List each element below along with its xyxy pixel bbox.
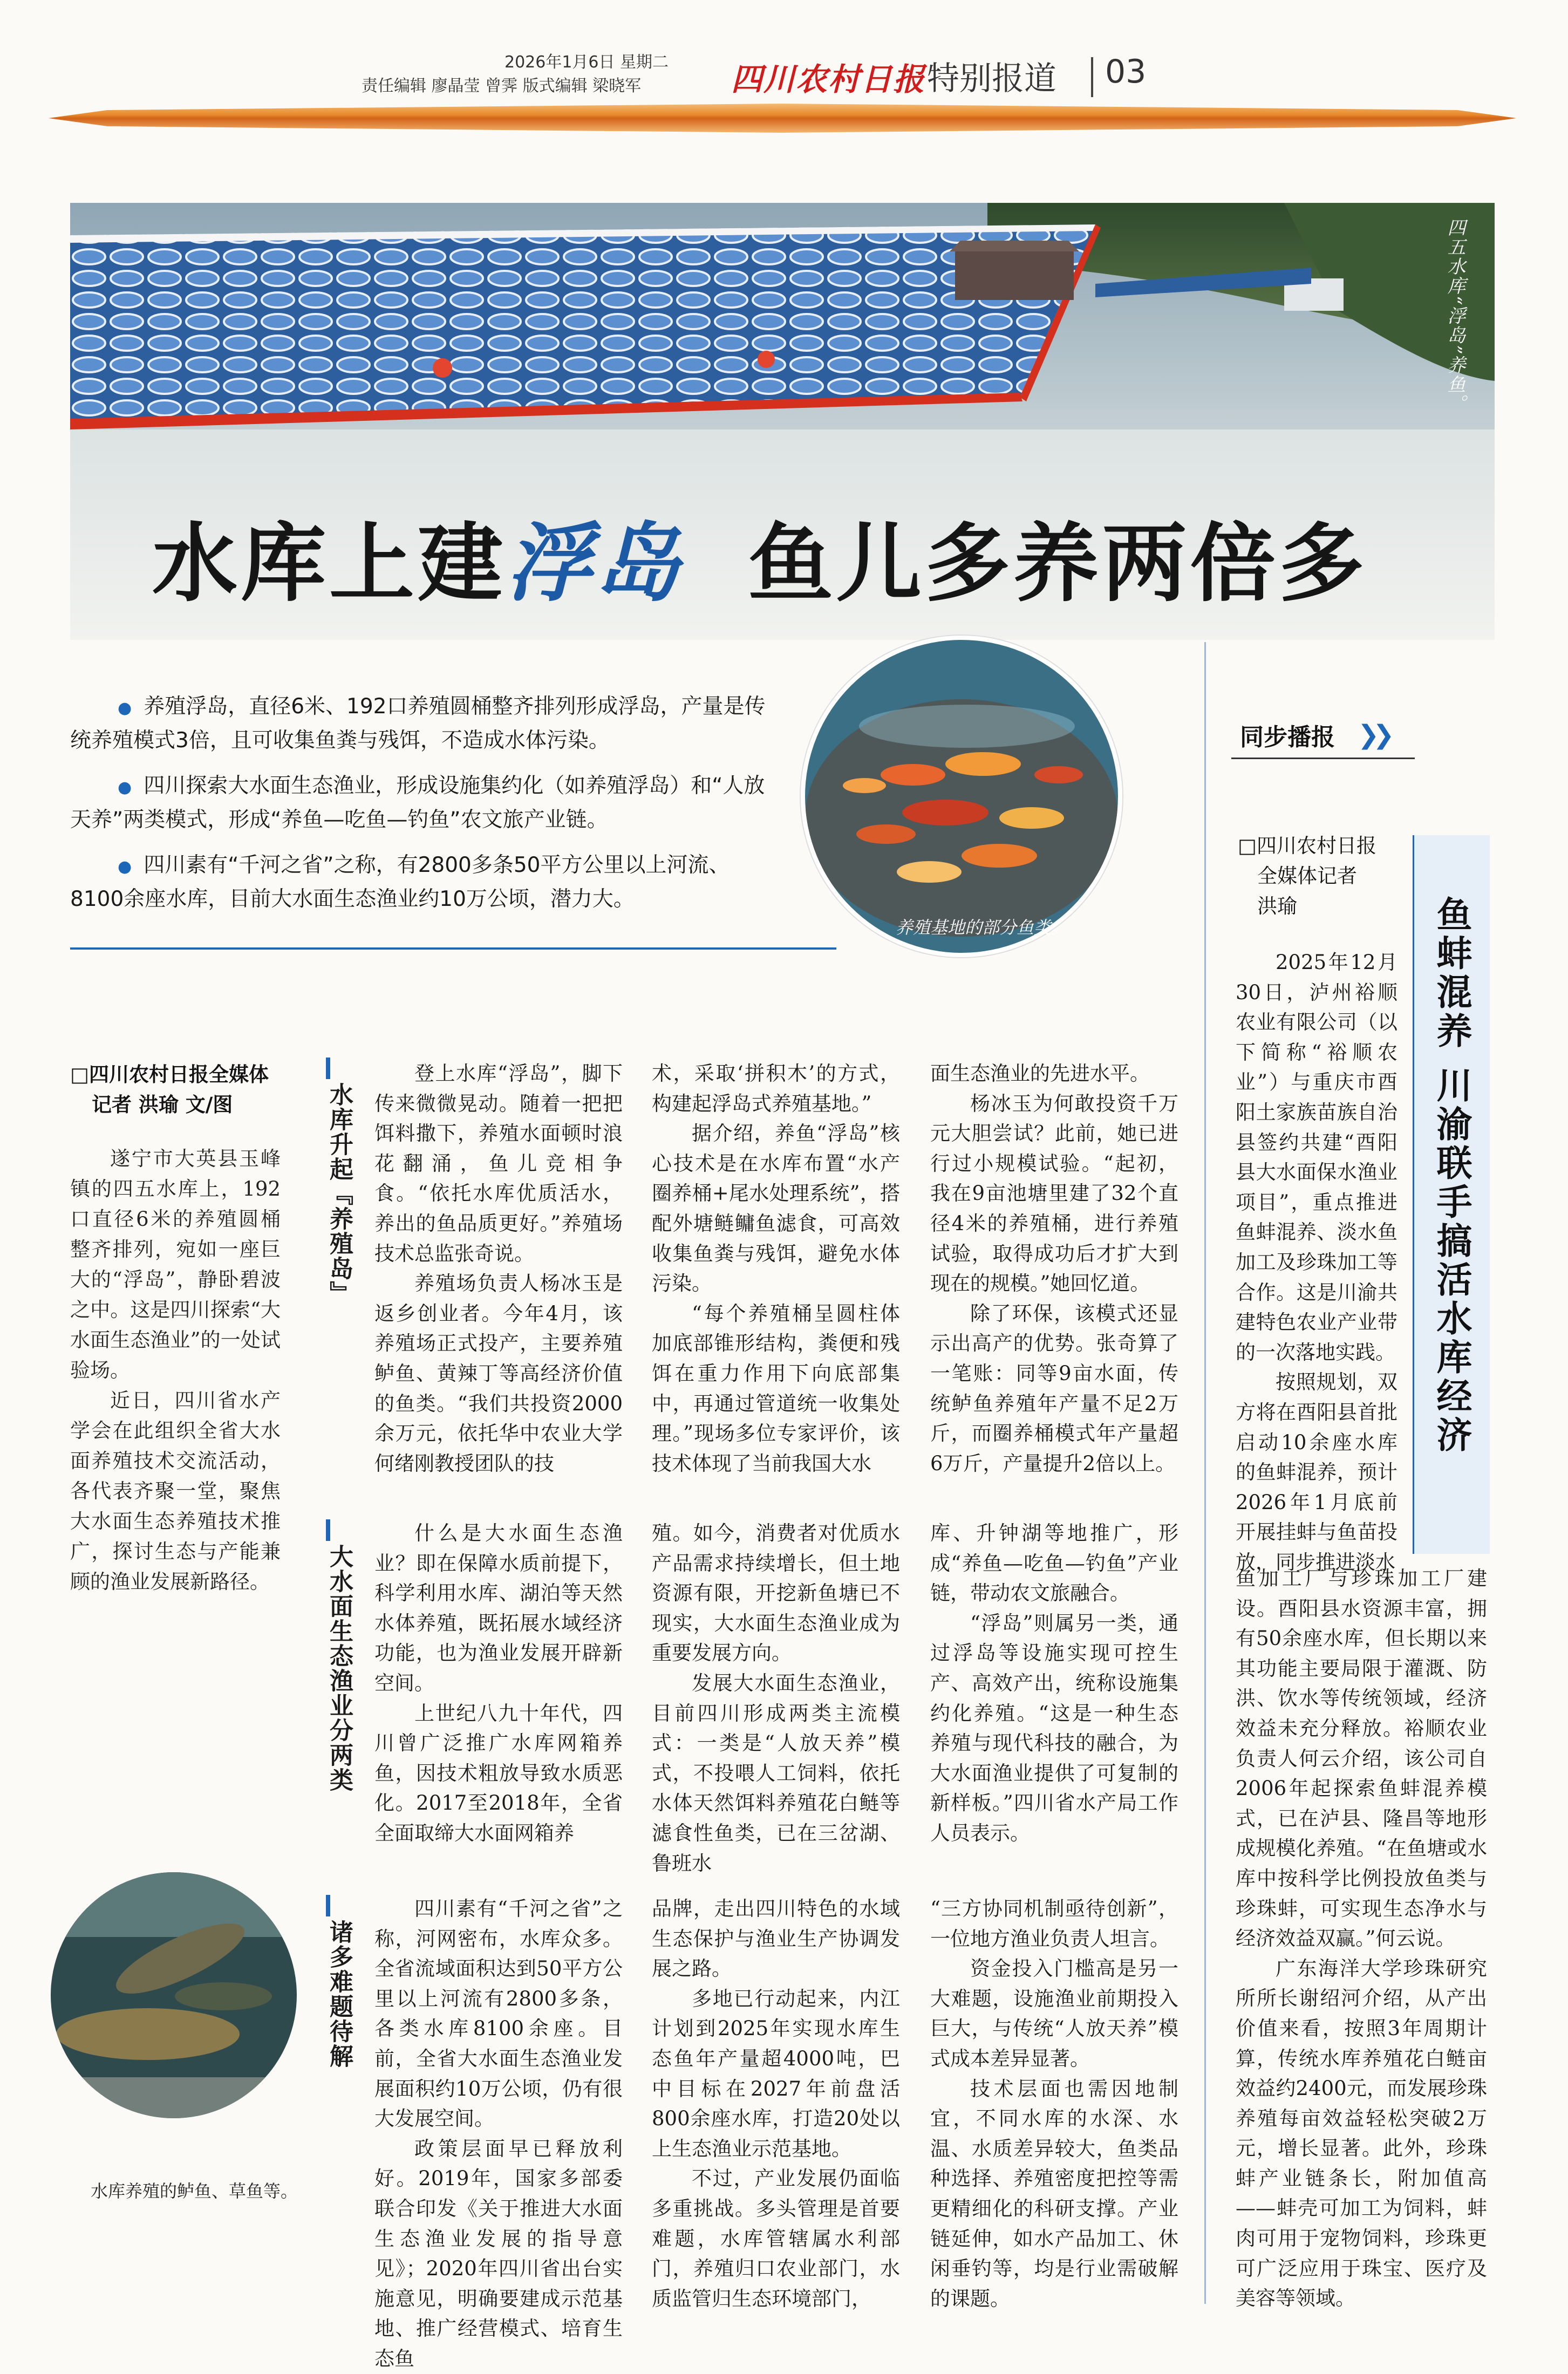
decorative-header-stripe <box>49 100 1516 133</box>
circle-photo-caption: 养殖基地的部分鱼类。 <box>896 917 1069 938</box>
headline-part-1: 水库上建 <box>152 514 506 613</box>
fish-tank-circle-photo <box>51 1872 297 2118</box>
newspaper-logo: 四川农村日报 <box>731 61 926 98</box>
double-chevron-icon: ❯❯ <box>1358 720 1388 750</box>
summary-rule <box>70 947 836 950</box>
sidebar-paragraph: 2025年12月30日，泸州裕顺农业有限公司（以下简称“裕顺农业”）与重庆市酉阳土家族苗族自治县签约共建“酉阳县大水面保水渔业项目”，重点推进鱼蚌混养、淡水鱼加工及珍珠加工等合作。这是川渝共建特色农业产业带的一次落地实践。 <box>1236 951 1397 1364</box>
sidebar-wide-text <box>1236 1564 1487 2314</box>
header-divider <box>1091 57 1093 97</box>
issue-date: 2026年1月6日 星期二 <box>505 53 669 72</box>
sidebar-headline: 鱼蚌混养 川渝联手搞活水库经济 <box>1430 896 1472 1455</box>
section2-col1: 什么是大水面生态渔业？即在保障水质前提下，科学利用水库、湖泊等天然水体养殖，既拓展水域经济功能，也为渔业发展开辟新空间。 上世纪八九十年代，四川曾广泛推广水库网箱养鱼，因技术粗放导致水质恶化。2017至2018年，全省全面取缔大水面网箱养 <box>374 1522 623 1845</box>
sidebar-paragraph: 广东海洋大学珍珠研究所所长谢绍河介绍，从产出价值来看，按照3年周期计算，传统水库养殖花白鲢亩效益约2400元，而发展珍珠养殖每亩效益轻松突破2万元，增长显著。此外，珍珠蚌产业链条长，附加值高——蚌壳可加工为饲料，蚌肉可用于宠物饲料，珍珠更可广泛应用于珠宝、医疗及美容等领域。 <box>1236 1956 1487 2310</box>
section1-col3: 面生态渔业的先进水平。 杨冰玉为何敢投资千万元大胆尝试？此前，她已进行过小规模试验。“起初，我在9亩池塘里建了32个直径4米的养殖桶，进行养殖试验，取得成功后才扩大到现在的规模。”她回忆道。 除了环保，该模式还显示出高产的优势。张奇算了一笔账：同等9亩水面，传统鲈鱼养殖年产量不足2万斤，而圈养桶模式年产量超6万斤，产量提升2倍以上。 <box>930 1062 1178 1475</box>
editor-credits: 责任编辑 廖晶莹 曾霁 版式编辑 梁晓军 <box>362 77 642 95</box>
sidebar-paragraph: 鱼加工厂与珍珠加工厂建设。酉阳县水资源丰富，拥有50余座水库，但长期以来其功能主要局限于灌溉、防洪、饮水等传统领域，经济效益未充分释放。裕顺农业负责人何云介绍，该公司自2006年起探索鱼蚌混养模式，已在泸县、隆昌等地形成规模化养殖。“在鱼塘或水库中按科学比例投放鱼类与珍珠蚌，可实现生态净水与经济效益双赢。”何云说。 <box>1236 1567 1487 1950</box>
koi-fish-illustration <box>805 640 1118 953</box>
fish-photo-caption: 水库养殖的鲈鱼、草鱼等。 <box>91 2181 298 2201</box>
headline-part-2: 鱼儿多养两倍多 <box>748 514 1367 613</box>
sidebar-divider <box>1204 642 1206 2304</box>
section3-col1: 四川素有“千河之省”之称，河网密布，水库众多。全省流域面积达到50平方公里以上河流有2800多条，各类水库8100余座。目前，全省大水面生态渔业发展面积约10万公顷，仍有很大发展空间。 政策层面早已释放利好。2019年，国家多部委联合印发《关于推进大水面生态渔业发展的指导意见》；2020年四川省出台实施意见，明确要建成示范基地、推广经营模式、培育生态鱼 <box>374 1897 623 2370</box>
sync-broadcast-label: 同步播报 <box>1240 724 1335 751</box>
hero-side-caption: 四五水库“浮岛”养鱼。 <box>1444 218 1465 414</box>
lead-paragraph: 遂宁市大英县玉峰镇的四五水库上，192口直径6米的养殖圆桶整齐排列，宛如一座巨大的“浮岛”，静卧碧波之中。这是四川探索“大水面生态渔业”的一处试验场。 <box>70 1147 281 1382</box>
sync-label-rule <box>1231 758 1415 759</box>
summary-bullets <box>70 691 766 916</box>
sidebar-byline: □四川农村日报 全媒体记者 洪瑜 <box>1238 834 1376 918</box>
lead-paragraph: 近日，四川省水产学会在此组织全省大水面养殖技术交流活动，各代表齐聚一堂，聚焦大水面生态养殖技术推广，探讨生态与产能兼顾的渔业发展新路径。 <box>70 1389 281 1593</box>
perch-carp-illustration <box>51 1872 297 2118</box>
section3-col3: “三方协同机制亟待创新”，一位地方渔业负责人坦言。 资金投入门槛高是另一大难题，设施渔业前期投入巨大，与传统“人放天养”模式成本差异显著。 技术层面也需因地制宜，不同水库的水深、水温、水质差异较大，鱼类品种选择、养殖密度把控等需更精细化的科研支撑。产业链延伸，如水产品加工、休闲垂钓等，均是行业需破解的课题。 <box>930 1897 1178 2310</box>
fish-pond-circle-photo <box>801 636 1122 957</box>
section2-col3: 库、升钟湖等地推广，形成“养鱼—吃鱼—钓鱼”产业链，带动农文旅融合。 “浮岛”则属另一类，通过浮岛等设施实现可控生产、高效产出，统称设施集约化养殖。“这是一种生态养殖与现代科技的融合，为大水面渔业提供了可复制的新样板。”四川省水产局工作人员表示。 <box>930 1522 1178 1845</box>
section1-col1: 登上水库“浮岛”，脚下传来微微晃动。随着一把把饵料撒下，养殖水面顿时浪花翻涌，鱼儿竞相争食。“依托水库优质活水，养出的鱼品质更好。”养殖场技术总监张奇说。 养殖场负责人杨冰玉是返乡创业者。今年4月，该养殖场正式投产，主要养殖鲈鱼、黄辣丁等高经济价值的鱼类。“我们共投资2000余万元，依托华中农业大学何绪刚教授团队的技 <box>374 1062 623 1475</box>
page-number: 03 <box>1105 53 1147 91</box>
section1-bar <box>326 1058 330 1079</box>
headline-emphasis: 浮岛 <box>506 514 683 613</box>
section2-col2: 殖。如今，消费者对优质水产品需求持续增长，但土地资源有限，开挖新鱼塘已不现实，大水面生态渔业成为重要发展方向。 发展大水面生态渔业，目前四川形成两类主流模式：一类是“人放天养”模式，不投喂人工饲料，依托水体天然饵料养殖花白鲢等滤食性鱼类，已在三岔湖、鲁班水 <box>652 1522 900 1875</box>
section-title: 特别报道 <box>927 60 1056 98</box>
main-headline <box>152 495 1367 618</box>
section1-title: 水库升起『养殖岛』 <box>325 1082 353 1306</box>
bullet-dot-icon: ● <box>118 778 132 797</box>
section3-col2: 品牌，走出四川特色的水域生态保护与渔业生产协调发展之路。 多地已行动起来，内江计划到2025年实现水库生态鱼年产量超4000吨，巴中目标在2027年前盘活800余座水库，打造20处以上生态渔业示范基地。 不过，产业发展仍面临多重挑战。多头管理是首要难题，水库管辖属水利部门，养殖归口农业部门，水质监管归生态环境部门， <box>652 1897 900 2310</box>
summary-bullet: ● 四川素有“千河之省”之称，有2800多条50平方公里以上河流、8100余座水库，目前大水面生态渔业约10万公顷，潜力大。 <box>70 853 730 911</box>
sidebar-narrow-text <box>1236 947 1397 1577</box>
summary-bullet: ● 养殖浮岛，直径6米、192口养殖圆桶整齐排列形成浮岛，产量是传统养殖模式3倍，且可收集鱼粪与残饵，不造成水体污染。 <box>70 694 766 753</box>
bullet-dot-icon: ● <box>118 857 132 876</box>
bullet-dot-icon: ● <box>118 699 132 718</box>
sidebar-paragraph: 按照规划，双方将在酉阳县首批启动10余座水库的鱼蚌混养，预计2026年1月底前开展挂蚌与鱼苗投放，同步推进淡水 <box>1236 1370 1397 1574</box>
article-lead <box>70 1144 281 1597</box>
section3-bar <box>326 1895 330 1916</box>
section1-col2: 术，采取‘拼积木’的方式，构建起浮岛式养殖基地。” 据介绍，养鱼“浮岛”核心技术是在水库布置“水产圈养桶+尾水处理系统”，搭配外塘鲢鳙鱼滤食，可高效收集鱼粪与残饵，避免水体污染。 “每个养殖桶呈圆柱体加底部锥形结构，粪便和残饵在重力作用下向底部集中，再通过管道统一收集处理。”现场多位专家评价，该技术体现了当前我国大水 <box>652 1062 900 1475</box>
summary-bullet: ● 四川探索大水面生态渔业，形成设施集约化（如养殖浮岛）和“人放天养”两类模式，形成“养鱼—吃鱼—钓鱼”农文旅产业链。 <box>70 774 765 832</box>
article-byline: □四川农村日报全媒体 记者 洪瑜 文/图 <box>70 1063 269 1116</box>
section3-title: 诸多难题待解 <box>325 1920 353 2069</box>
section2-title: 大水面生态渔业分两类 <box>325 1544 353 1792</box>
section2-bar <box>326 1519 330 1541</box>
